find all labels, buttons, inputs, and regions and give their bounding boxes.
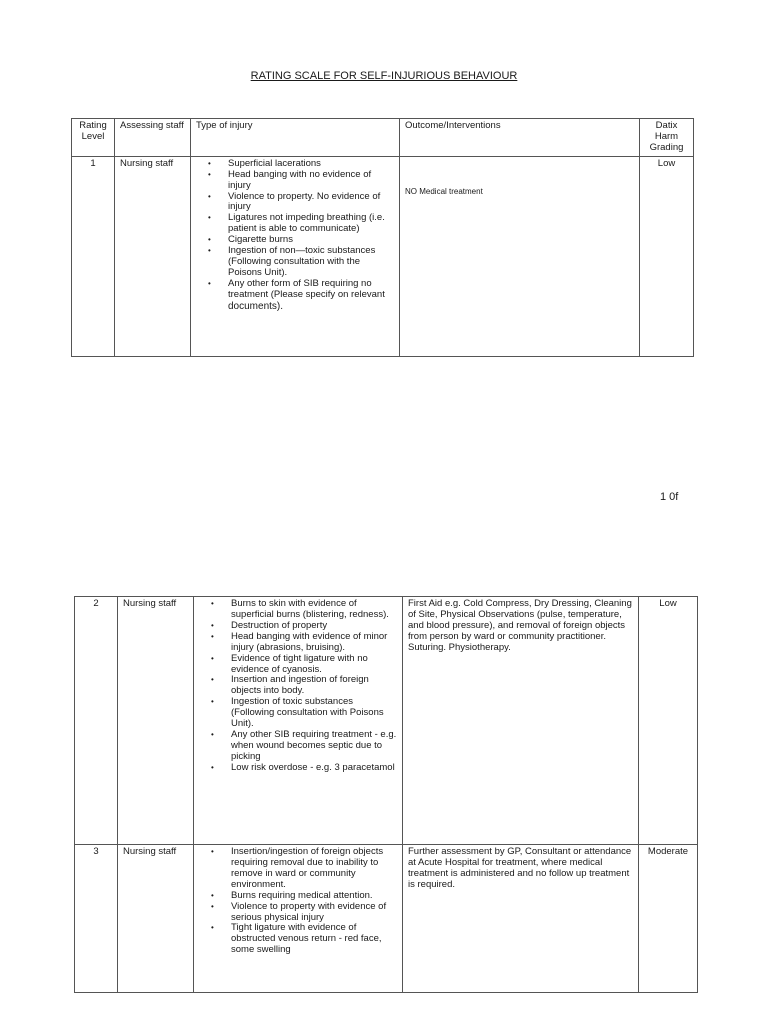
outcome-cell: First Aid e.g. Cold Compress, Dry Dressing, Cleaning of Site, Physical Observations (pulse, temperature, and blood pressure), and removal of foreign objects from person by ward or community practitioner. Suturing. Physiotherapy. xyxy=(403,597,639,845)
injury-list-cell xyxy=(194,597,403,845)
datix-grading-cell: Moderate xyxy=(639,845,698,993)
table-row xyxy=(75,845,698,993)
list-item: • Burns requiring medical attention. xyxy=(231,891,397,902)
header-rating-level: Rating Level xyxy=(72,119,115,157)
datix-grading-cell: Low xyxy=(639,597,698,845)
list-item: • Evidence of tight ligature with no evidence of cyanosis. xyxy=(231,654,397,676)
rating-table-part-1 xyxy=(71,118,694,357)
header-outcome: Outcome/Interventions xyxy=(400,119,640,157)
list-item: • Insertion and ingestion of foreign objects into body. xyxy=(231,675,397,697)
header-type-of-injury: Type of injury xyxy=(191,119,400,157)
injury-list-cell xyxy=(194,845,403,993)
list-item: • Insertion/ingestion of foreign objects requiring removal due to inability to remove in ward or community environment. xyxy=(231,847,397,891)
table-row xyxy=(75,597,698,845)
list-item: • Any other SIB requiring treatment - e.g. when wound becomes septic due to picking xyxy=(231,730,397,763)
datix-grading-cell: Low xyxy=(640,156,694,356)
injury-list xyxy=(196,159,394,313)
assessing-staff-cell: Nursing staff xyxy=(118,597,194,845)
header-row xyxy=(72,119,694,157)
list-item: • Violence to property. No evidence of injury xyxy=(228,192,394,214)
rating-level-cell: 1 xyxy=(72,156,115,356)
list-item: • Tight ligature with evidence of obstructed venous return - red face, some swelling xyxy=(231,923,397,956)
list-item: • Destruction of property xyxy=(231,621,397,632)
list-item: • Ingestion of non—toxic substances (Following consultation with the Poisons Unit). xyxy=(228,246,394,279)
list-item: • Low risk overdose - e.g. 3 paracetamol xyxy=(231,763,397,774)
rating-level-cell: 2 xyxy=(75,597,118,845)
list-item: • Superficial lacerations xyxy=(228,159,394,170)
list-item: • Head banging with evidence of minor injury (abrasions, bruising). xyxy=(231,632,397,654)
rating-table-part-2 xyxy=(74,596,698,993)
list-item-suffix: documents). xyxy=(228,300,284,312)
page-title: RATING SCALE FOR SELF-INJURIOUS BEHAVIOUR xyxy=(250,70,518,82)
rating-level-cell: 3 xyxy=(75,845,118,993)
list-item: • Violence to property with evidence of serious physical injury xyxy=(231,902,397,924)
table-row xyxy=(72,156,694,356)
list-item: • Ligatures not impeding breathing (i.e. patient is able to communicate) xyxy=(228,213,394,235)
list-item: • Head banging with no evidence of injury xyxy=(228,170,394,192)
outcome-cell: Further assessment by GP, Consultant or attendance at Acute Hospital for treatment, where medical treatment is administered and no follow up treatment is required. xyxy=(403,845,639,993)
assessing-staff-cell: Nursing staff xyxy=(118,845,194,993)
injury-list-cell xyxy=(191,156,400,356)
injury-list xyxy=(199,599,397,774)
page-number: 1 0f xyxy=(660,491,679,503)
header-assessing-staff: Assessing staff xyxy=(115,119,191,157)
header-datix: Datix Harm Grading xyxy=(640,119,694,157)
list-item: • Ingestion of toxic substances (Following consultation with Poisons Unit). xyxy=(231,697,397,730)
assessing-staff-cell: Nursing staff xyxy=(115,156,191,356)
list-item xyxy=(228,279,394,313)
outcome-text: NO Medical treatment xyxy=(405,186,483,196)
injury-list xyxy=(199,847,397,956)
list-item-text: Any other form of SIB requiring no treatment (Please specify on relevant xyxy=(228,277,385,300)
outcome-cell xyxy=(400,156,640,356)
list-item: • Burns to skin with evidence of superficial burns (blistering, redness). xyxy=(231,599,397,621)
list-item: • Cigarette burns xyxy=(228,235,394,246)
